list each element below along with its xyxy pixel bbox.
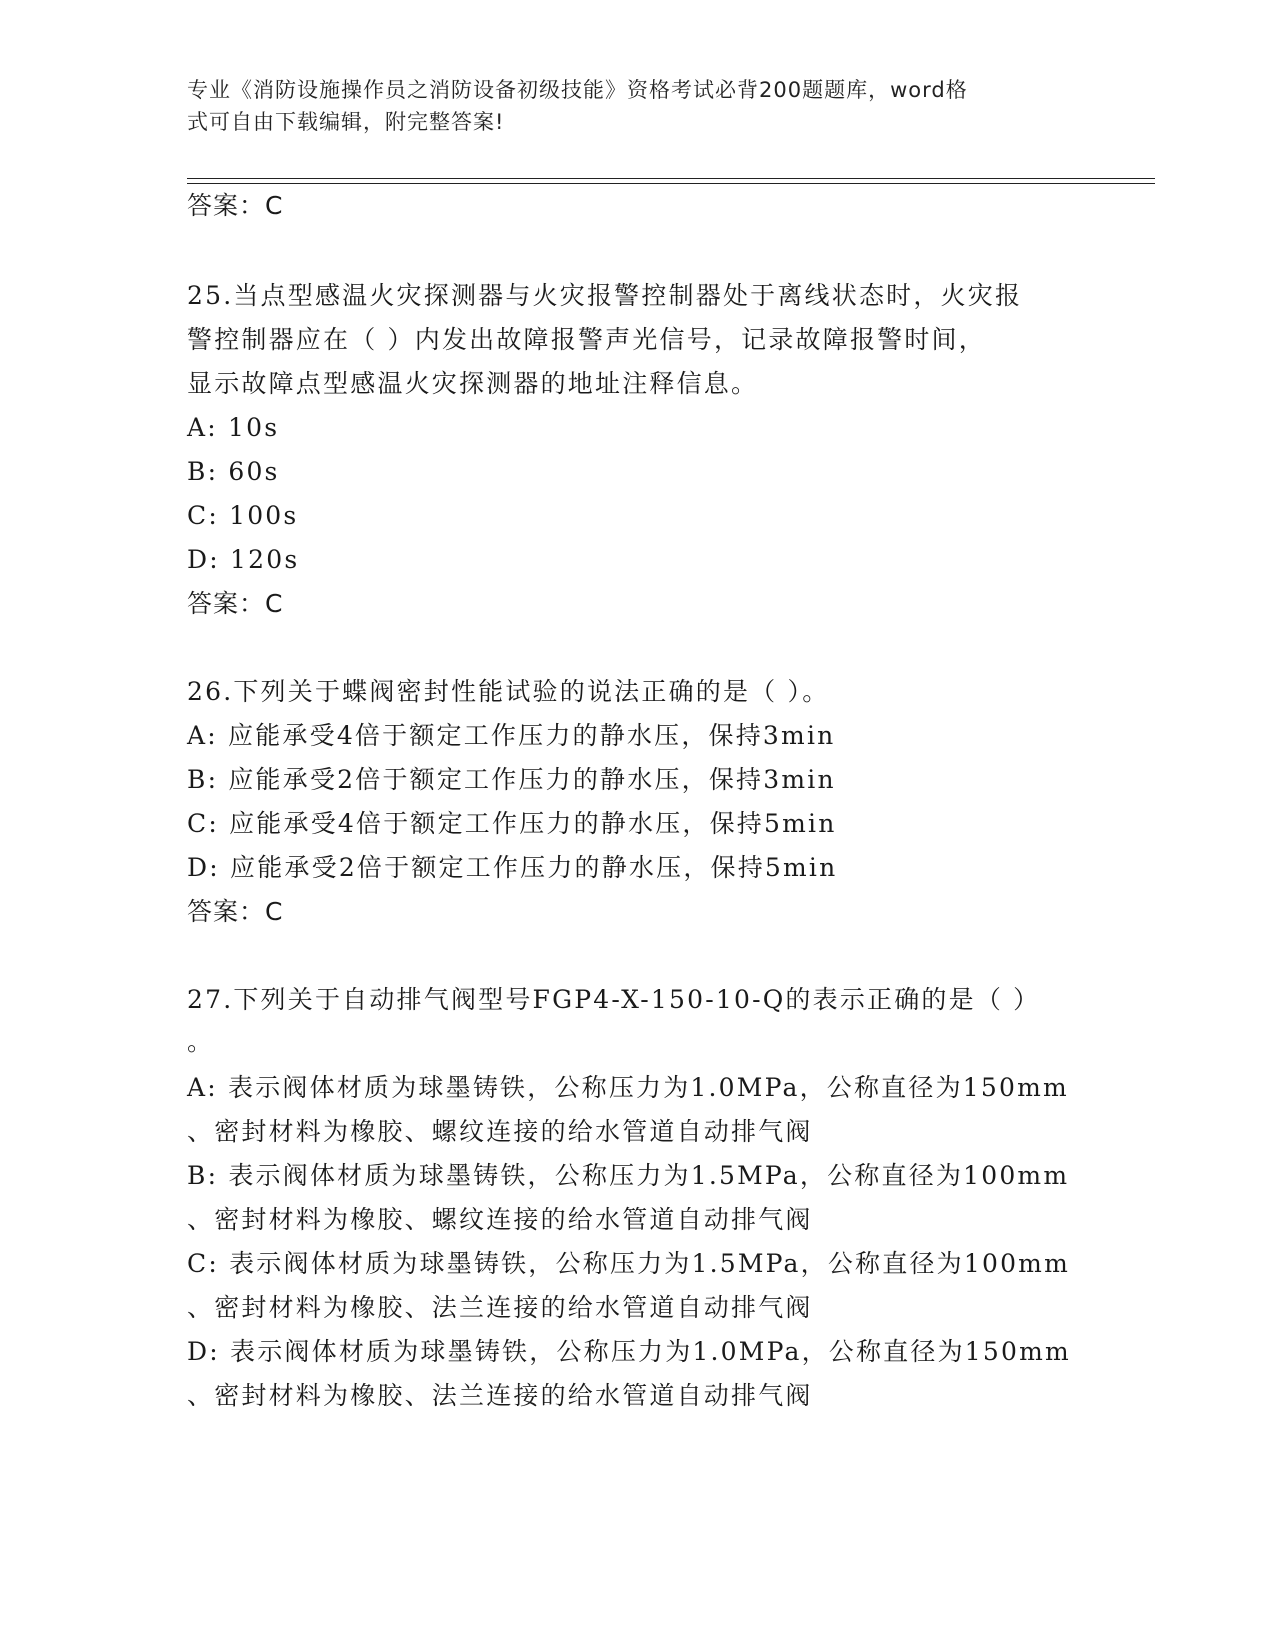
q27-option-b-line-1: B: 表示阀体材质为球墨铸铁，公称压力为1.5MPa，公称直径为100mm: [187, 1161, 1070, 1190]
q27-option-d-line-2: 、密封材料为橡胶、法兰连接的给水管道自动排气阀: [187, 1381, 813, 1410]
q27-option-d-line-1: D: 表示阀体材质为球墨铸铁，公称压力为1.0MPa，公称直径为150mm: [187, 1337, 1071, 1366]
answer-previous: 答案：C: [187, 191, 284, 220]
q25-option-c: C: 100s: [187, 501, 299, 530]
q27-text-line-2: 。: [187, 1027, 215, 1056]
header-line-2: 式可自由下载编辑，附完整答案!: [187, 110, 505, 134]
q27-option-b-line-2: 、密封材料为橡胶、螺纹连接的给水管道自动排气阀: [187, 1205, 813, 1234]
q25-answer: 答案：C: [187, 589, 284, 618]
q27-option-c-line-2: 、密封材料为橡胶、法兰连接的给水管道自动排气阀: [187, 1293, 813, 1322]
q26-option-b: B: 应能承受2倍于额定工作压力的静水压，保持3min: [187, 765, 836, 794]
header-rule-thick: [187, 178, 1155, 179]
q25-text-line-2: 警控制器应在（ ）内发出故障报警声光信号，记录故障报警时间，: [187, 325, 986, 354]
q25-text-line-3: 显示故障点型感温火灾探测器的地址注释信息。: [187, 369, 759, 398]
q27-option-c-line-1: C: 表示阀体材质为球墨铸铁，公称压力为1.5MPa，公称直径为100mm: [187, 1249, 1070, 1278]
q26-answer: 答案：C: [187, 897, 284, 926]
q26-option-c: C: 应能承受4倍于额定工作压力的静水压，保持5min: [187, 809, 837, 838]
q27-option-a-line-2: 、密封材料为橡胶、螺纹连接的给水管道自动排气阀: [187, 1117, 813, 1146]
q26-option-d: D: 应能承受2倍于额定工作压力的静水压，保持5min: [187, 853, 838, 882]
page-header: [187, 74, 1067, 138]
header-rule-thin: [187, 183, 1155, 184]
q27-text-line-1: 27.下列关于自动排气阀型号FGP4-X-150-10-Q的表示正确的是（ ）: [187, 985, 1041, 1014]
q25-option-d: D: 120s: [187, 545, 300, 574]
q25-text-line-1: 25.当点型感温火灾探测器与火灾报警控制器处于离线状态时，火灾报: [187, 281, 1023, 310]
q25-option-a: A: 10s: [187, 413, 280, 442]
q26-option-a: A: 应能承受4倍于额定工作压力的静水压，保持3min: [187, 721, 836, 750]
header-line-1: 专业《消防设施操作员之消防设备初级技能》资格考试必背200题题库，word格: [187, 78, 968, 102]
q26-text-line-1: 26.下列关于蝶阀密封性能试验的说法正确的是（ ）。: [187, 677, 830, 706]
q25-option-b: B: 60s: [187, 457, 280, 486]
q27-option-a-line-1: A: 表示阀体材质为球墨铸铁，公称压力为1.0MPa，公称直径为150mm: [187, 1073, 1069, 1102]
